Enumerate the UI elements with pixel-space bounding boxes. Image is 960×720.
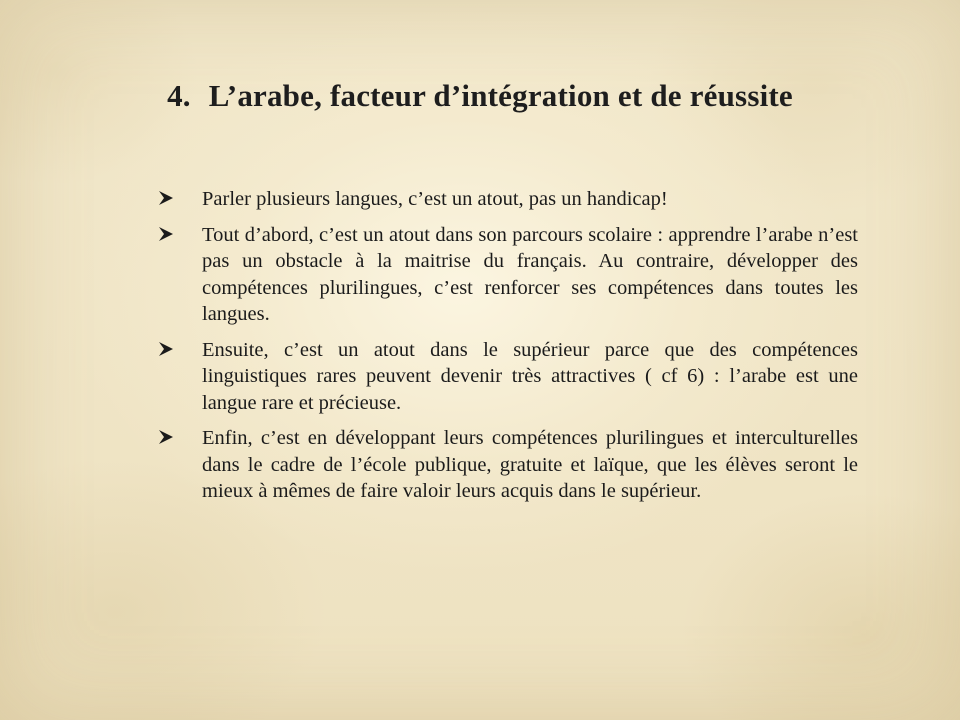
bullet-list — [158, 186, 858, 514]
bullet-item — [158, 337, 858, 417]
arrow-bullet-icon — [158, 337, 202, 357]
bullet-text: Parler plusieurs langues, c’est un atout, pas un handicap! — [202, 188, 668, 210]
title-number: 4. — [167, 78, 191, 113]
title-text: L’arabe, facteur d’intégration et de réussite — [208, 78, 793, 113]
bullet-item — [158, 425, 858, 505]
bullet-item — [158, 222, 858, 328]
bullet-text: Ensuite, c’est un atout dans le supérieur parce que des compétences linguistiques rares peuvent devenir très attractives ( cf 6) : l’arabe est une langue rare et précieuse. — [202, 338, 858, 414]
slide-title — [0, 78, 960, 114]
bullet-text: Enfin, c’est en développant leurs compétences plurilingues et interculturelles dans le cadre de l’école publique, gratuite et laïque, que les élèves seront le mieux à mêmes de faire valoir leurs acquis dans le supérieur. — [202, 427, 858, 502]
arrow-bullet-icon — [158, 222, 202, 242]
bullet-item — [158, 186, 858, 213]
arrow-bullet-icon — [158, 425, 202, 445]
arrow-bullet-icon — [158, 186, 202, 206]
bullet-text: Tout d’abord, c’est un atout dans son parcours scolaire : apprendre l’arabe n’est pas un obstacle à la maitrise du français. Au contraire, développer des compétences plurilingues, c’est renforcer ses compétences dans toutes les langues. — [202, 223, 858, 325]
